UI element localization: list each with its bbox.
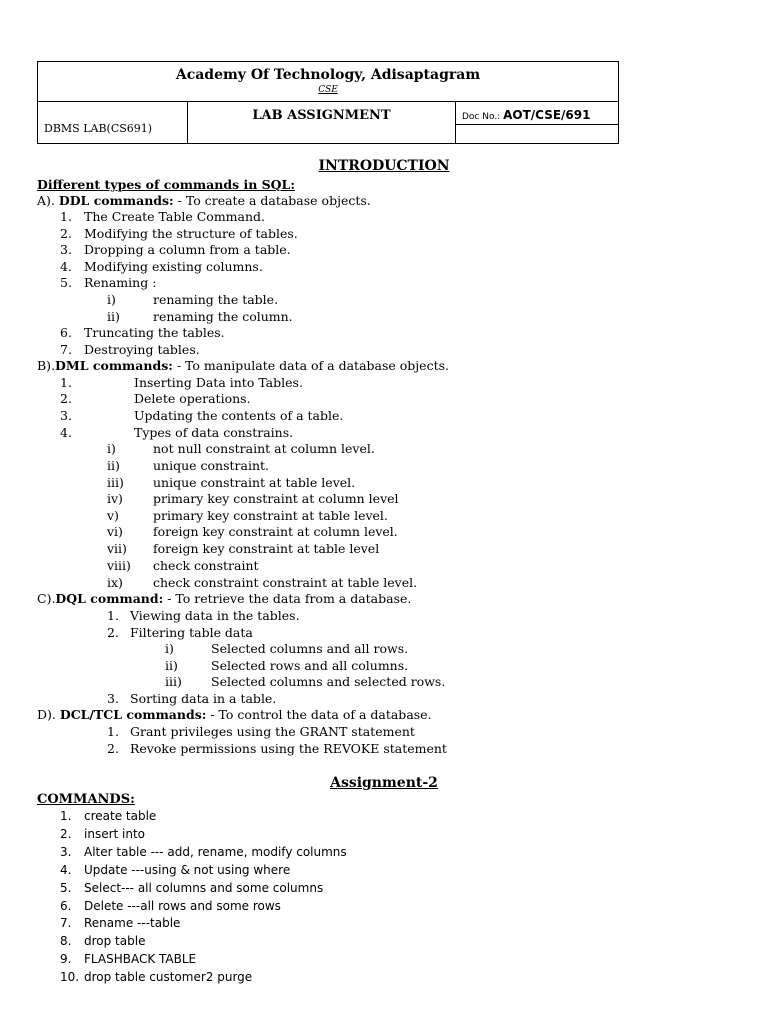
list-number: 9. [60,952,72,966]
list-number: 3. [107,691,119,706]
list-item: The Create Table Command. [84,209,266,224]
command-item: Update ---using & not using where [84,863,291,877]
command-item: create table [84,809,157,823]
roman-numeral: iii) [107,475,124,490]
section-c-heading: C).DQL command: - To retrieve the data from a database. [37,591,412,606]
commands-heading: COMMANDS: [37,792,135,807]
roman-numeral: v) [107,508,119,523]
list-number: 6. [60,325,72,340]
sub-list-item: foreign key constraint at column level. [153,524,398,539]
institution-name: Academy Of Technology, Adisaptagram [175,67,481,83]
list-item: Sorting data in a table. [130,691,277,706]
document-title: LAB ASSIGNMENT [252,108,391,123]
roman-numeral: ii) [165,658,178,673]
roman-numeral: ii) [107,458,120,473]
command-item: Delete ---all rows and some rows [84,899,281,913]
command-item: FLASHBACK TABLE [84,952,197,966]
command-item: Alter table --- add, rename, modify columns [84,845,347,859]
sub-list-item: check constraint [153,558,259,573]
course-cell [38,102,188,144]
list-number: 1. [107,724,119,739]
roman-numeral: vii) [107,541,127,556]
sub-list-item: Selected columns and selected rows. [211,674,446,689]
list-item: Renaming : [84,275,157,290]
list-number: 10. [60,970,80,984]
list-number: 6. [60,899,72,913]
roman-numeral: iv) [107,491,123,506]
roman-numeral: vi) [107,524,123,539]
list-number: 3. [60,408,72,423]
command-item: insert into [84,827,146,841]
list-item: Destroying tables. [84,342,200,357]
roman-numeral: i) [107,292,116,307]
list-number: 2. [60,226,72,241]
section-subheading: Different types of commands in SQL: [37,177,295,192]
sub-list-item: primary key constraint at column level [153,491,399,506]
list-number: 2. [107,625,119,640]
list-number: 1. [60,375,72,390]
sub-list-item: primary key constraint at table level. [153,508,388,523]
sub-list-item: foreign key constraint at table level [153,541,380,556]
list-number: 2. [107,741,119,756]
roman-numeral: iii) [165,674,182,689]
list-number: 2. [60,391,72,406]
list-number: 4. [60,425,72,440]
list-item: Revoke permissions using the REVOKE statement [130,741,447,756]
list-item: Viewing data in the tables. [130,608,300,623]
command-item: Rename ---table [84,916,181,930]
command-item: Select--- all columns and some columns [84,881,324,895]
list-item: Truncating the tables. [84,325,225,340]
list-item: Dropping a column from a table. [84,242,291,257]
list-number: 2. [60,827,72,841]
list-item: Modifying existing columns. [84,259,263,274]
header-title-row [38,62,618,102]
sub-list-item: Selected rows and all columns. [211,658,409,673]
list-number: 7. [60,342,72,357]
course-code: DBMS LAB(CS691) [44,122,153,135]
section-a-heading: A). DDL commands: - To create a database objects. [37,193,371,208]
list-number: 1. [107,608,119,623]
list-item: Inserting Data into Tables. [134,375,303,390]
list-number: 5. [60,881,72,895]
roman-numeral: i) [107,441,116,456]
list-item: Updating the contents of a table. [134,408,344,423]
sub-list-item: unique constraint. [153,458,270,473]
sub-list-item: renaming the column. [153,309,293,324]
roman-numeral: viii) [107,558,131,573]
list-item: Filtering table data [130,625,253,640]
section-b-heading: B).DML commands: - To manipulate data of a database objects. [37,358,449,373]
list-item: Types of data constrains. [134,425,294,440]
list-item: Delete operations. [134,391,251,406]
command-item: drop table [84,934,146,948]
command-item: drop table customer2 purge [84,970,253,984]
intro-heading: INTRODUCTION [318,158,450,174]
list-number: 7. [60,916,72,930]
doc-number-label: Doc No.: [462,112,501,122]
list-item: Grant privileges using the GRANT statement [130,724,415,739]
roman-numeral: ix) [107,575,123,590]
list-number: 1. [60,209,72,224]
sub-list-item: check constraint constraint at table level. [153,575,418,590]
list-number: 3. [60,845,72,859]
list-item: Modifying the structure of tables. [84,226,298,241]
header-table [37,61,619,144]
sub-list-item: not null constraint at column level. [153,441,375,456]
roman-numeral: i) [165,641,174,656]
list-number: 4. [60,259,72,274]
sub-list-item: Selected columns and all rows. [211,641,409,656]
sub-list-item: renaming the table. [153,292,279,307]
list-number: 4. [60,863,72,877]
roman-numeral: ii) [107,309,120,324]
list-number: 8. [60,934,72,948]
list-number: 3. [60,242,72,257]
doc-number-value: AOT/CSE/691 [503,108,591,122]
doc-number-cell [456,102,618,144]
assignment-heading: Assignment-2 [330,775,438,791]
department-name: CSE [318,85,338,95]
title-cell [188,102,456,144]
list-number: 1. [60,809,72,823]
list-number: 5. [60,275,72,290]
section-d-heading: D). DCL/TCL commands: - To control the data of a database. [37,707,432,722]
sub-list-item: unique constraint at table level. [153,475,356,490]
